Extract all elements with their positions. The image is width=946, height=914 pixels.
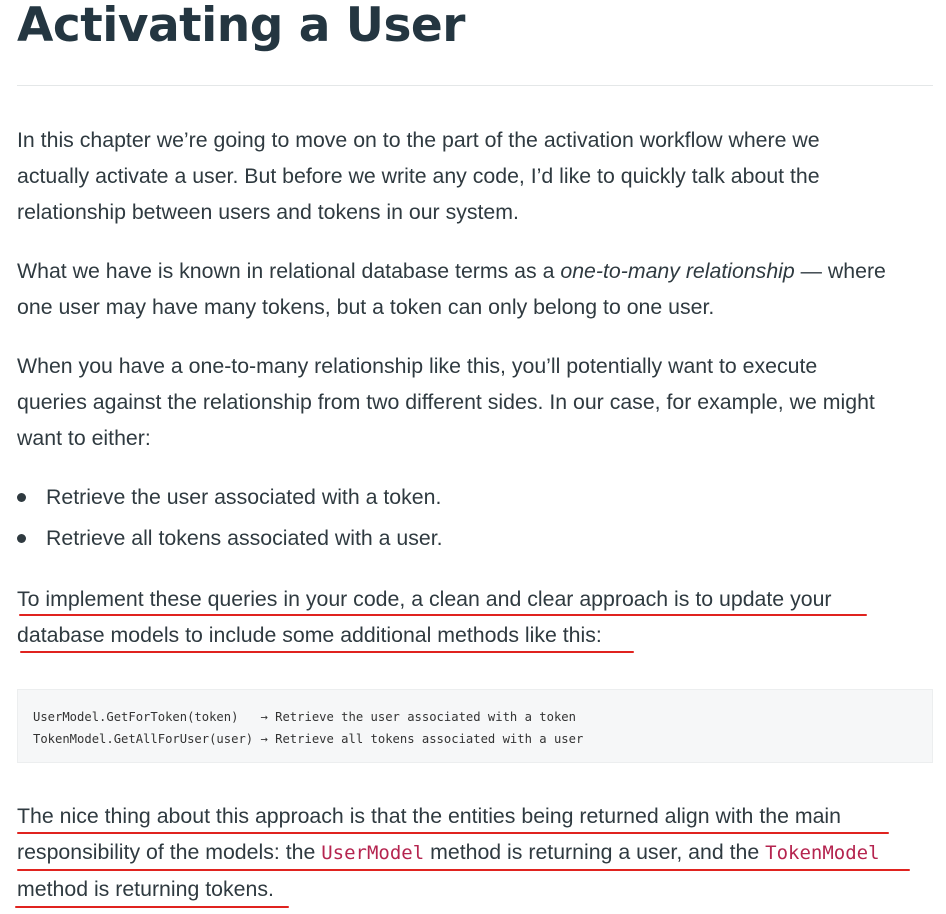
highlighted-text: responsibility of the models: the <box>17 840 322 864</box>
conclusion-paragraph <box>17 798 933 907</box>
highlighted-text: The nice thing about this approach is that the entities being returned align with the main <box>17 804 841 828</box>
red-underline-annotation <box>20 651 634 653</box>
code-block <box>17 689 933 763</box>
highlighted-text: method is returning tokens. <box>17 877 274 901</box>
paragraph-line: actually activate a user. But before we write any code, I’d like to quickly talk about the <box>17 164 820 188</box>
paragraph-line <box>17 253 933 289</box>
title-divider <box>17 85 933 86</box>
page-title: Activating a User <box>17 0 465 53</box>
paragraph-line <box>17 798 933 834</box>
inline-code-usermodel: UserModel <box>321 842 425 864</box>
intro-paragraph <box>17 122 933 230</box>
highlighted-text: database models to include some additional methods like this: <box>17 623 602 647</box>
query-list <box>17 479 443 561</box>
paragraph-line: queries against the relationship from two different sides. In our case, for example, we might <box>17 390 875 414</box>
inline-code-tokenmodel: TokenModel <box>765 842 880 864</box>
list-item <box>17 479 443 520</box>
emphasis-term: one-to-many relationship <box>560 259 795 283</box>
bullet-icon <box>17 534 26 543</box>
relationship-paragraph <box>17 253 933 325</box>
code-line: TokenModel.GetAllForUser(user) → Retrieve all tokens associated with a user <box>33 732 584 746</box>
text-segment: — where <box>794 259 886 283</box>
approach-paragraph <box>17 581 933 653</box>
queries-paragraph <box>17 348 933 456</box>
list-item <box>17 520 443 561</box>
paragraph-line: relationship between users and tokens in our system. <box>17 200 519 224</box>
list-item-text: Retrieve all tokens associated with a user. <box>46 526 443 550</box>
paragraph-line <box>17 581 933 617</box>
paragraph-line <box>17 834 933 871</box>
bullet-icon <box>17 493 26 502</box>
code-line: UserModel.GetForToken(token) → Retrieve the user associated with a token <box>33 710 576 724</box>
red-underline-annotation <box>15 906 289 908</box>
highlighted-text: To implement these queries in your code, a clean and clear approach is to update your <box>17 587 832 611</box>
paragraph-line: In this chapter we’re going to move on to the part of the activation workflow where we <box>17 128 820 152</box>
paragraph-line <box>17 617 933 653</box>
paragraph-line <box>17 871 933 907</box>
paragraph-line: When you have a one-to-many relationship like this, you’ll potentially want to execute <box>17 354 818 378</box>
paragraph-line: one user may have many tokens, but a token can only belong to one user. <box>17 295 715 319</box>
text-segment: What we have is known in relational database terms as a <box>17 259 561 283</box>
list-item-text: Retrieve the user associated with a token. <box>46 485 442 509</box>
red-underline-annotation <box>19 614 867 616</box>
paragraph-line: want to either: <box>17 426 151 450</box>
highlighted-text: method is returning a user, and the <box>424 840 766 864</box>
